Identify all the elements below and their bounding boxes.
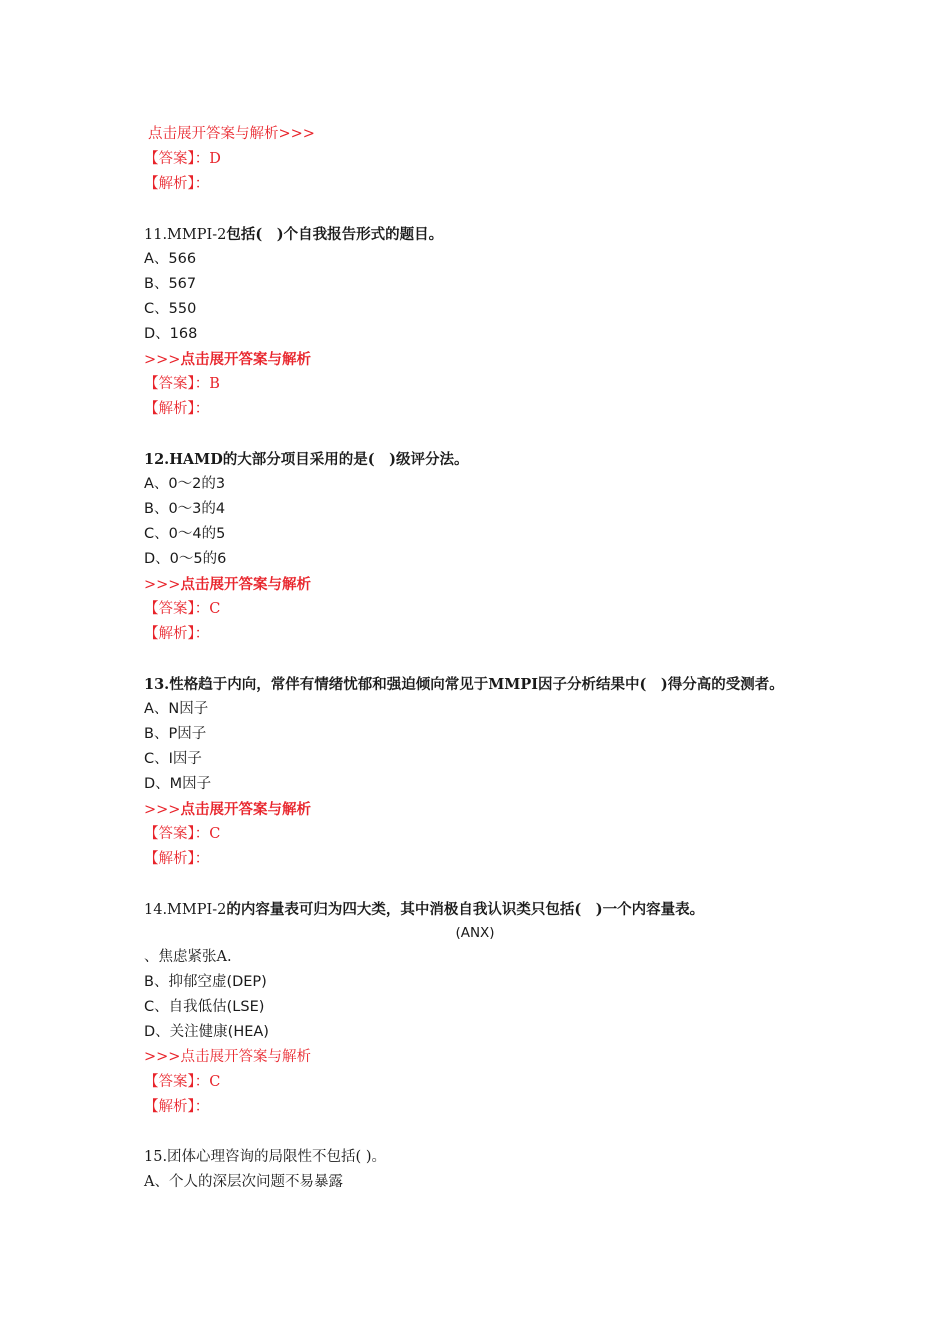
expand-answer-link[interactable] [144,347,814,372]
question-number: 14.MMPI-2 [144,902,227,918]
expand-answer-link[interactable] [144,572,814,597]
question-title [144,222,814,247]
question-text: 的内容量表可归为四大类，其中消极自我认识类只包括( )一个内容量表。 [226,901,705,918]
question-number: 11.MMPI-2 [144,227,227,243]
analysis-line: 【解析】： [144,626,210,642]
option-c: C、0～4的5 [144,526,226,542]
question-title: 15.团体心理咨询的局限性不包括( )。 [144,1149,386,1165]
option-d: D、关注健康(HEA) [144,1024,269,1040]
option-c: C、I因子 [144,751,202,767]
option-b: B、抑郁空虚(DEP) [144,974,267,990]
expand-text: 点击展开答案与解析 [180,576,311,593]
analysis-line: 【解析】： [144,1099,210,1115]
expand-arrows: >>> [144,577,181,593]
option-c: C、550 [144,301,197,317]
question-text: 包括( )个自我报告形式的题目。 [226,226,444,243]
option-c: C、自我低估(LSE) [144,999,265,1015]
answer-line: 【答案】：D [144,151,221,167]
option-a: A、N因子 [144,701,209,717]
question-title: 13.性格趋于内向，常伴有情绪忧郁和强迫倾向常见于MMPI因子分析结果中( )得分高的受测者。 [144,676,784,693]
option-a: 、焦虑紧张A. [144,949,232,965]
centered-note: (ANX) [455,925,495,941]
expand-text: 点击展开答案与解析 [180,801,311,818]
analysis-line: 【解析】： [144,851,210,867]
answer-line: 【答案】：C [144,1074,221,1090]
expand-arrows: >>> [144,352,181,368]
expand-answer-link[interactable]: >>>点击展开答案与解析 [144,1049,311,1065]
option-a: A、个人的深层次问题不易暴露 [144,1174,343,1190]
option-a: A、566 [144,251,197,267]
question-title: 12.HAMD的大部分项目采用的是( )级评分法。 [144,451,469,468]
option-d: D、168 [144,326,198,342]
document-page [144,122,814,1195]
option-d: D、M因子 [144,776,212,792]
expand-answer-link[interactable] [144,797,814,822]
option-d: D、0～5的6 [144,551,227,567]
answer-line: 【答案】：B [144,376,220,392]
option-b: B、0～3的4 [144,501,226,517]
expand-arrows: >>> [144,802,181,818]
option-a: A、0～2的3 [144,476,226,492]
expand-answer-link[interactable]: 点击展开答案与解析>>> [148,126,315,142]
answer-line: 【答案】：C [144,601,221,617]
question-title [144,897,814,922]
analysis-line: 【解析】： [144,176,210,192]
option-b: B、P因子 [144,726,207,742]
option-b: B、567 [144,276,197,292]
expand-text: 点击展开答案与解析 [180,351,311,368]
answer-line: 【答案】：C [144,826,221,842]
analysis-line: 【解析】： [144,401,210,417]
